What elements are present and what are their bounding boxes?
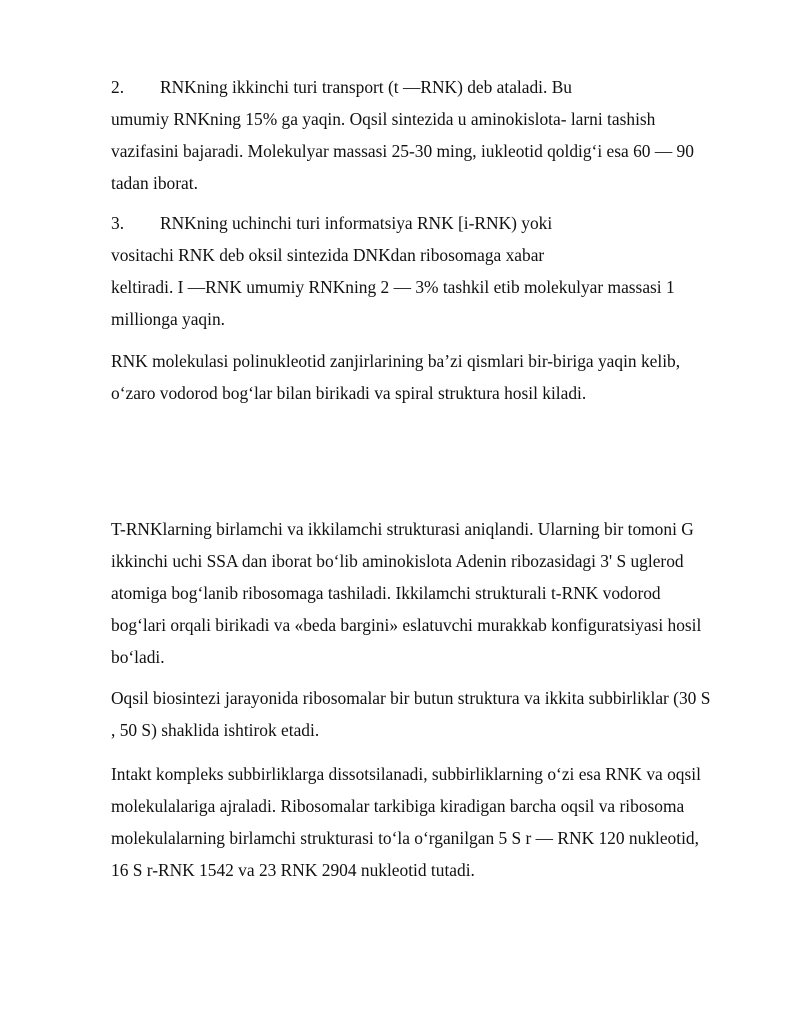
text-line: millionga yaqin. [111, 309, 225, 329]
text-line: 16 S r-RNK 1542 va 23 RNK 2904 nukleotid tutadi. [111, 860, 475, 880]
text-line: umumiy RNKning 15% ga yaqin. Oqsil sintezida u aminokislota- larni tashish [111, 109, 656, 129]
text-line: tadan iborat. [111, 173, 198, 193]
paragraph-rnk-molecule [111, 345, 751, 409]
paragraph-protein-biosynthesis [111, 682, 751, 746]
text-line: RNKning ikkinchi turi transport (t —RNK) deb ataladi. Bu [160, 77, 573, 97]
text-line: keltiradi. I —RNK umumiy RNKning 2 — 3% tashkil etib molekulyar massasi 1 [111, 277, 675, 297]
list-item-3 [111, 207, 751, 335]
list-item-2 [111, 71, 751, 199]
text-line: molekulalariga ajraladi. Ribosomalar tarkibiga kiradigan barcha oqsil va ribosoma [111, 796, 685, 816]
text-line: atomiga bog‘lanib ribosomaga tashiladi. Ikkilamchi strukturali t-RNK vodorod [111, 583, 661, 603]
text-line: , 50 S) shaklida ishtirok etadi. [111, 720, 320, 740]
list-number: 3. [111, 213, 125, 233]
text-line: vositachi RNK deb oksil sintezida DNKdan ribosomaga xabar [111, 245, 545, 265]
paragraph-intact-complex [111, 758, 751, 886]
paragraph-trnk-structure [111, 513, 751, 673]
text-line: T-RNKlarning birlamchi va ikkilamchi strukturasi aniqlandi. Ularning bir tomoni G [111, 519, 694, 539]
text-line: Intakt kompleks subbirliklarga dissotsilanadi, subbirliklarning o‘zi esa RNK va oqsil [111, 764, 701, 784]
text-line: Oqsil biosintezi jarayonida ribosomalar bir butun struktura va ikkita subbirliklar (30 S [111, 688, 711, 708]
text-line: vazifasini bajaradi. Molekulyar massasi 25-30 ming, iukleotid qoldig‘i esa 60 — 90 [111, 141, 694, 161]
text-line: RNK molekulasi polinukleotid zanjirlarining ba’zi qismlari bir-biriga yaqin kelib, [111, 351, 681, 371]
list-number: 2. [111, 77, 125, 97]
text-line: molekulalarning birlamchi strukturasi to‘la o‘rganilgan 5 S r — RNK 120 nukleotid, [111, 828, 699, 848]
text-line: ikkinchi uchi SSA dan iborat bo‘lib aminokislota Adenin ribozasidagi 3' S uglerod [111, 551, 684, 571]
text-line: bog‘lari orqali birikadi va «beda bargini» eslatuvchi murakkab konfiguratsiyasi hosil [111, 615, 702, 635]
text-line: o‘zaro vodorod bog‘lar bilan birikadi va spiral struktura hosil kiladi. [111, 383, 587, 403]
text-line: RNKning uchinchi turi informatsiya RNK [i-RNK) yoki [160, 213, 553, 233]
text-line: bo‘ladi. [111, 647, 165, 667]
